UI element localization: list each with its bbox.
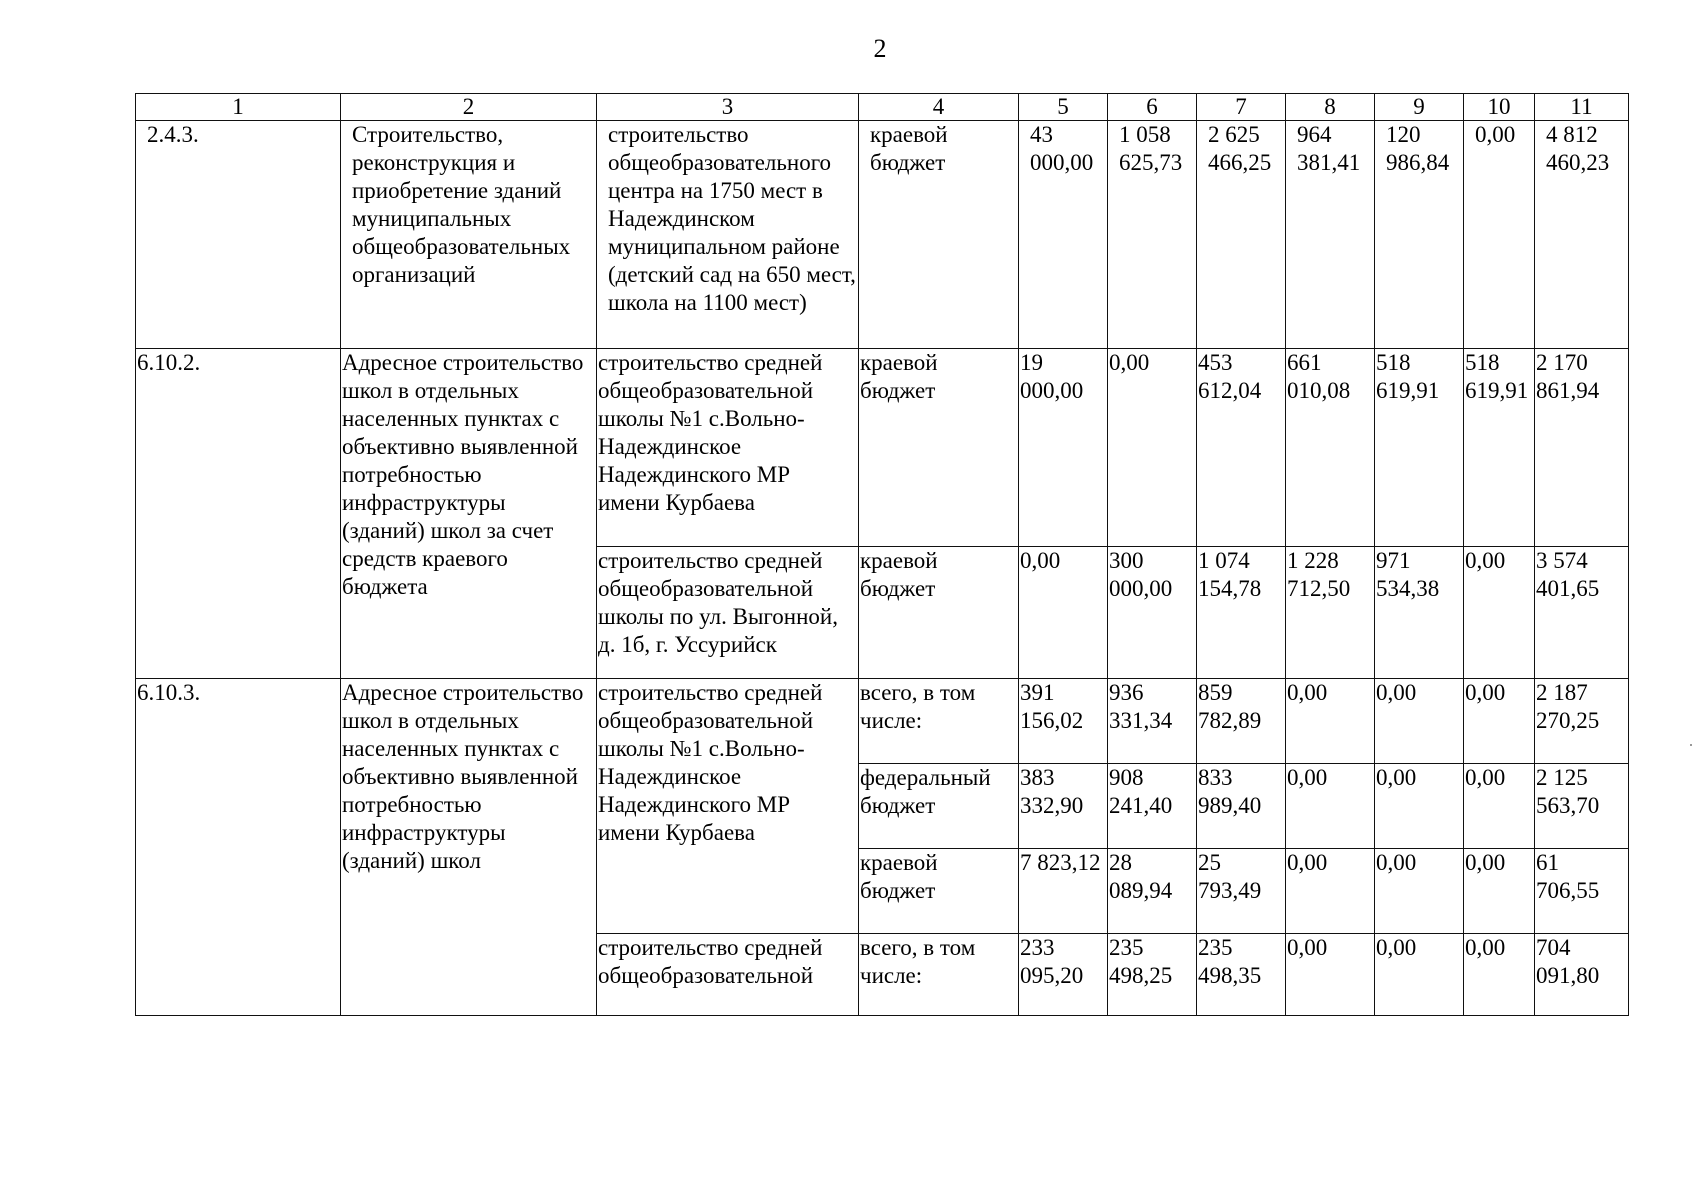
value-col8: 1 228 712,50 xyxy=(1286,547,1375,679)
value-col11: 2 125 563,70 xyxy=(1535,764,1629,849)
value-col5: 0,00 xyxy=(1019,547,1108,679)
measure-name: Адресное строительство школ в отдельных населенных пунктах с объективно выявленной потребностью инфраструктуры (зданий) школ xyxy=(341,679,597,1016)
table-row xyxy=(136,679,1629,764)
value-col7: 859 782,89 xyxy=(1197,679,1286,764)
value-col8: 661 010,08 xyxy=(1286,349,1375,547)
scan-speck xyxy=(1690,744,1692,746)
header-cell: 2 xyxy=(341,94,597,121)
value-col5: 383 332,90 xyxy=(1019,764,1108,849)
value-col11: 3 574 401,65 xyxy=(1535,547,1629,679)
funding-source: краевой бюджет xyxy=(859,849,1019,934)
value-col8: 0,00 xyxy=(1286,764,1375,849)
value-col7: 2 625 466,25 xyxy=(1197,121,1286,349)
funding-source: всего, в том числе: xyxy=(859,679,1019,764)
object-name: строительство общеобразовательного центра на 1750 мест в Надеждинском муниципальном районе (детский сад на 650 мест, школа на 1100 мест) xyxy=(597,121,859,349)
header-cell: 3 xyxy=(597,94,859,121)
value-col7: 833 989,40 xyxy=(1197,764,1286,849)
value-col7: 25 793,49 xyxy=(1197,849,1286,934)
header-cell: 5 xyxy=(1019,94,1108,121)
funding-source: всего, в том числе: xyxy=(859,934,1019,1016)
value-col6: 235 498,25 xyxy=(1108,934,1197,1016)
value-col9: 0,00 xyxy=(1375,849,1464,934)
header-cell: 10 xyxy=(1464,94,1535,121)
budget-table xyxy=(135,93,1629,1016)
value-col6: 908 241,40 xyxy=(1108,764,1197,849)
value-col9: 0,00 xyxy=(1375,934,1464,1016)
table-row xyxy=(136,121,1629,349)
value-col9: 0,00 xyxy=(1375,764,1464,849)
header-cell: 7 xyxy=(1197,94,1286,121)
value-col11: 704 091,80 xyxy=(1535,934,1629,1016)
value-col5: 43 000,00 xyxy=(1019,121,1108,349)
value-col7: 1 074 154,78 xyxy=(1197,547,1286,679)
value-col10: 0,00 xyxy=(1464,849,1535,934)
value-col6: 28 089,94 xyxy=(1108,849,1197,934)
funding-source: краевой бюджет xyxy=(859,349,1019,547)
measure-name: Адресное строительство школ в отдельных населенных пунктах с объективно выявленной потребностью инфраструктуры (зданий) школ за счет средств краевого бюджета xyxy=(341,349,597,679)
value-col8: 0,00 xyxy=(1286,679,1375,764)
value-col8: 0,00 xyxy=(1286,849,1375,934)
value-col5: 233 095,20 xyxy=(1019,934,1108,1016)
funding-source: федеральный бюджет xyxy=(859,764,1019,849)
value-col9: 518 619,91 xyxy=(1375,349,1464,547)
value-col8: 964 381,41 xyxy=(1286,121,1375,349)
funding-source: краевой бюджет xyxy=(859,547,1019,679)
header-cell: 11 xyxy=(1535,94,1629,121)
table-row xyxy=(136,349,1629,547)
value-col10: 0,00 xyxy=(1464,547,1535,679)
value-col11: 61 706,55 xyxy=(1535,849,1629,934)
object-name: строительство средней общеобразовательной школы по ул. Выгонной, д. 1б, г. Уссурийск xyxy=(597,547,859,679)
row-code: 6.10.2. xyxy=(136,349,341,679)
value-col6: 1 058 625,73 xyxy=(1108,121,1197,349)
row-code: 2.4.3. xyxy=(136,121,341,349)
value-col11: 2 170 861,94 xyxy=(1535,349,1629,547)
value-col8: 0,00 xyxy=(1286,934,1375,1016)
value-col6: 936 331,34 xyxy=(1108,679,1197,764)
value-col10: 0,00 xyxy=(1464,934,1535,1016)
header-cell: 1 xyxy=(136,94,341,121)
header-cell: 8 xyxy=(1286,94,1375,121)
header-cell: 4 xyxy=(859,94,1019,121)
value-col6: 0,00 xyxy=(1108,349,1197,547)
value-col10: 0,00 xyxy=(1464,679,1535,764)
value-col6: 300 000,00 xyxy=(1108,547,1197,679)
value-col5: 19 000,00 xyxy=(1019,349,1108,547)
object-name: строительство средней общеобразовательной xyxy=(597,934,859,1016)
measure-name: Строительство, реконструкция и приобретение зданий муниципальных общеобразовательных организаций xyxy=(341,121,597,349)
value-col9: 971 534,38 xyxy=(1375,547,1464,679)
value-col5: 391 156,02 xyxy=(1019,679,1108,764)
header-cell: 6 xyxy=(1108,94,1197,121)
funding-source: краевой бюджет xyxy=(859,121,1019,349)
value-col10: 518 619,91 xyxy=(1464,349,1535,547)
value-col9: 0,00 xyxy=(1375,679,1464,764)
value-col7: 235 498,35 xyxy=(1197,934,1286,1016)
value-col11: 4 812 460,23 xyxy=(1535,121,1629,349)
value-col5: 7 823,12 xyxy=(1019,849,1108,934)
header-row xyxy=(136,94,1629,121)
value-col9: 120 986,84 xyxy=(1375,121,1464,349)
page-number: 2 xyxy=(873,34,887,63)
value-col10: 0,00 xyxy=(1464,764,1535,849)
object-name: строительство средней общеобразовательной школы №1 с.Вольно-Надеждинское Надеждинского МР имени Курбаева xyxy=(597,349,859,547)
value-col10: 0,00 xyxy=(1464,121,1535,349)
row-code: 6.10.3. xyxy=(136,679,341,1016)
header-cell: 9 xyxy=(1375,94,1464,121)
value-col7: 453 612,04 xyxy=(1197,349,1286,547)
value-col11: 2 187 270,25 xyxy=(1535,679,1629,764)
object-name: строительство средней общеобразовательной школы №1 с.Вольно-Надеждинское Надеждинского МР имени Курбаева xyxy=(597,679,859,934)
